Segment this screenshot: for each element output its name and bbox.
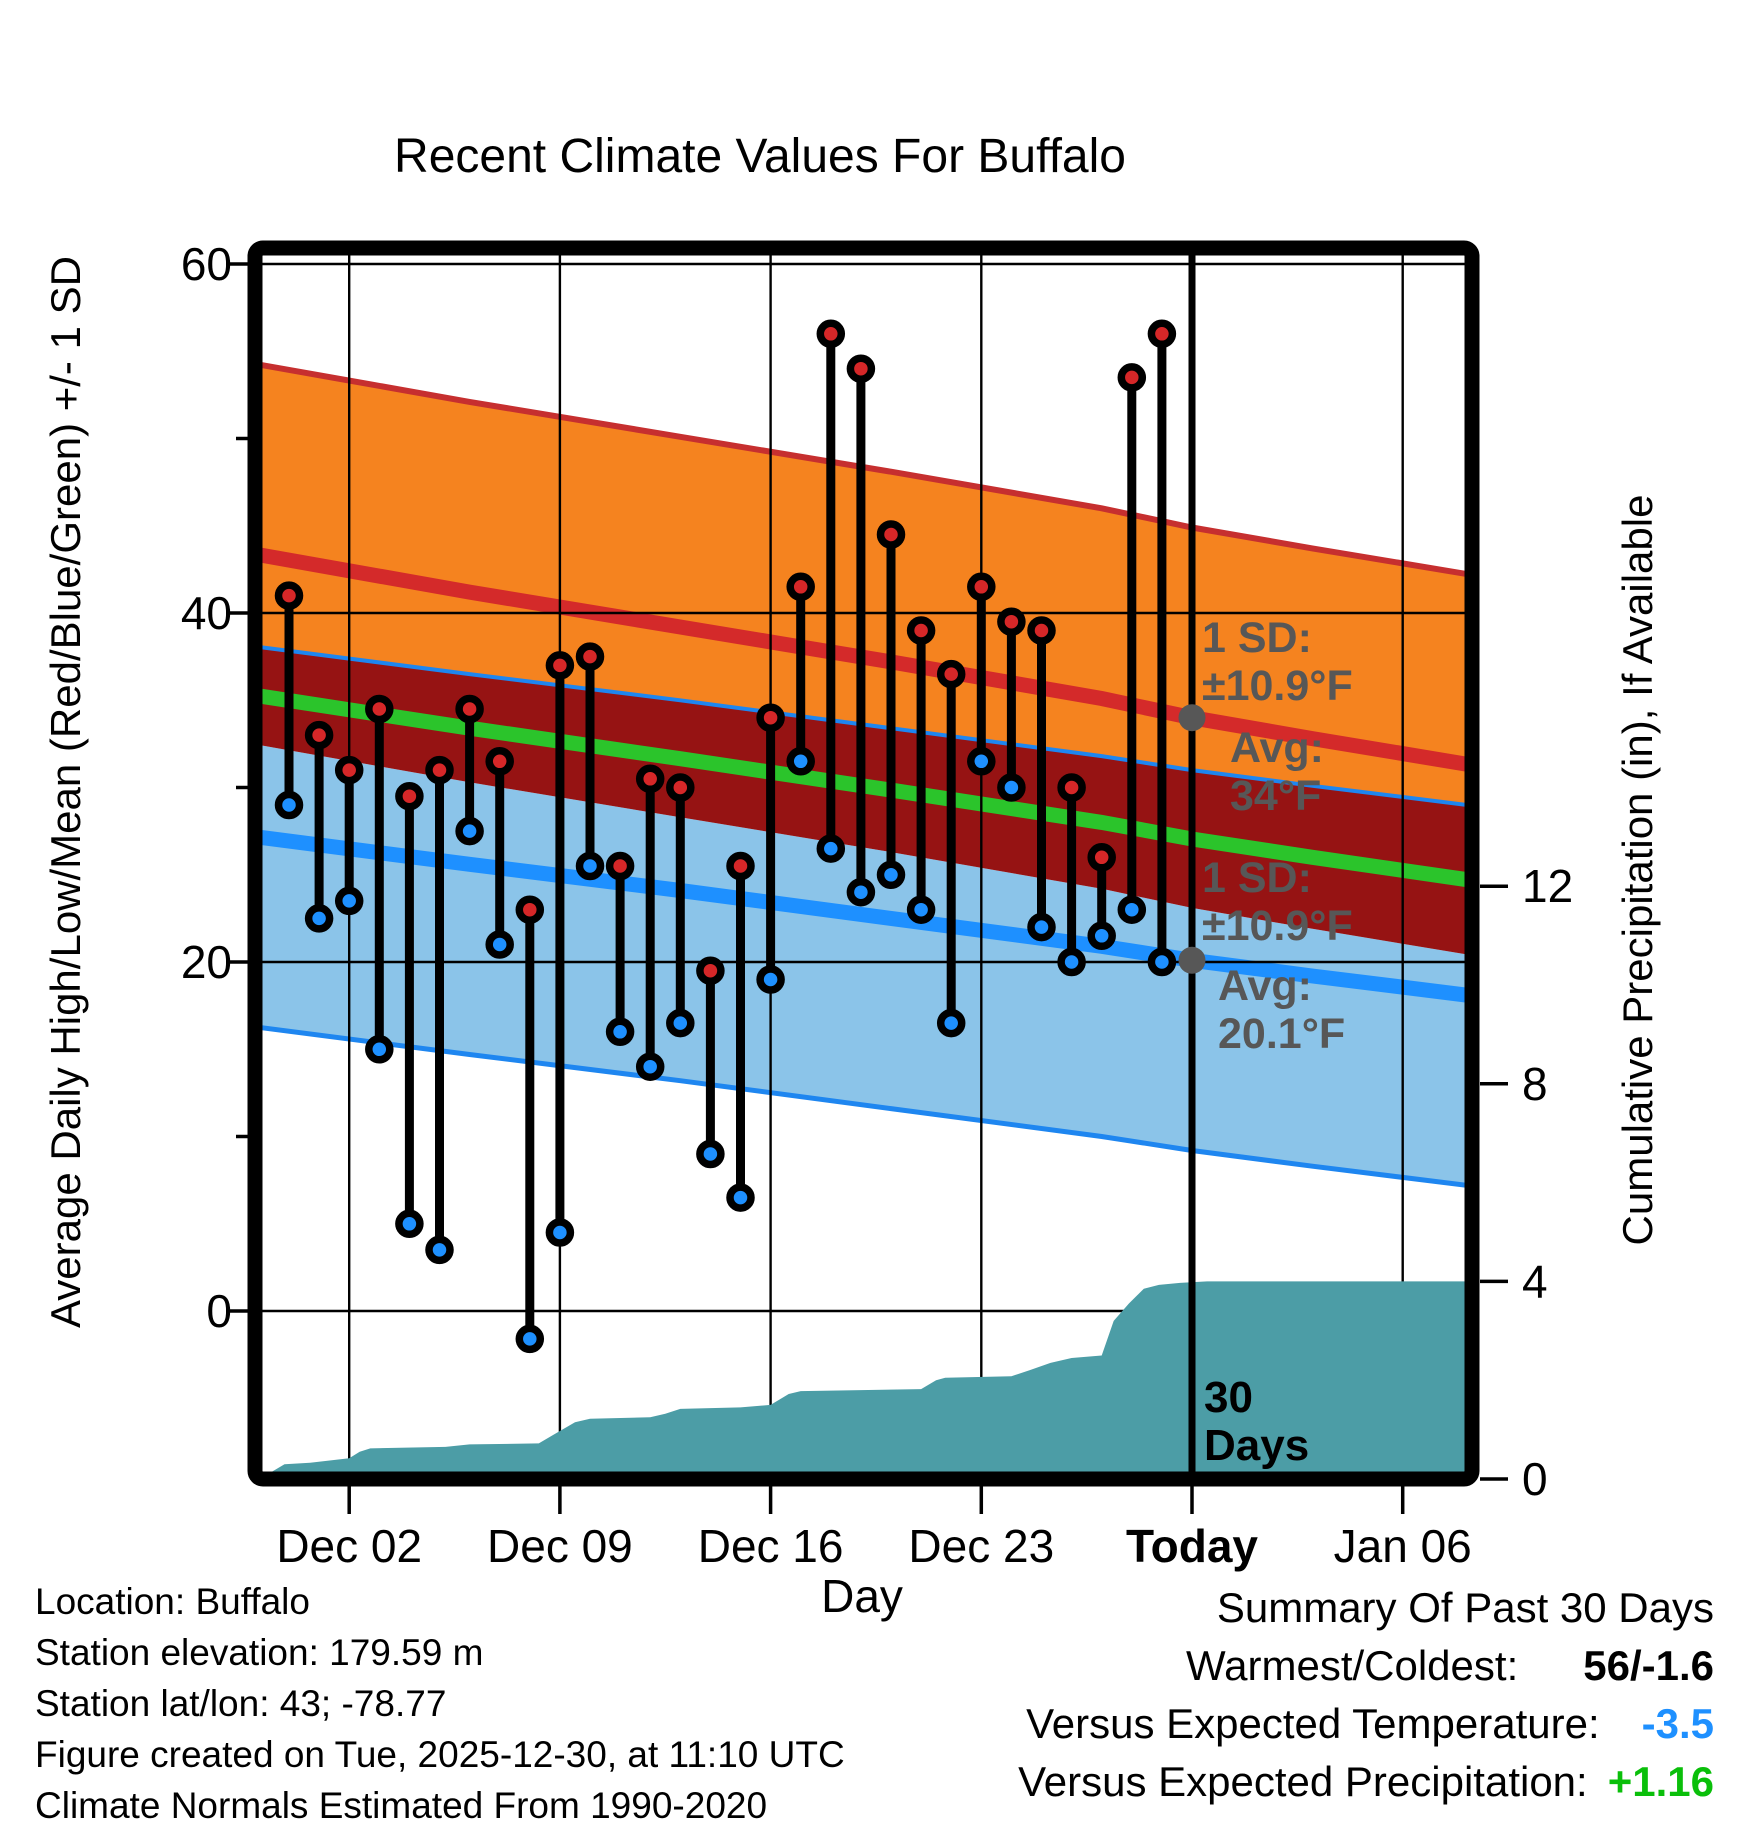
annotation-low-sd-2: ±10.9°F — [1202, 902, 1353, 950]
low-dot-Dec 07 — [489, 934, 510, 955]
low-dot-Dec 24 — [1001, 777, 1022, 798]
high-dot-Dec 23 — [971, 576, 992, 597]
low-dot-Dec 20 — [881, 864, 902, 885]
low-dot-Dec 19 — [850, 882, 871, 903]
station-info-line-1: Location: Buffalo — [35, 1581, 310, 1622]
low-dot-Nov 30 — [279, 795, 300, 816]
ytick-left-20: 20 — [180, 936, 232, 988]
high-dot-Dec 12 — [640, 768, 661, 789]
high-dot-Dec 10 — [580, 646, 601, 667]
station-info-line-5: Climate Normals Estimated From 1990-2020 — [35, 1785, 768, 1826]
high-dot-Dec 05 — [429, 760, 450, 781]
low-dot-Dec 06 — [459, 821, 480, 842]
low-dot-Dec 11 — [610, 1021, 631, 1042]
low-dot-Dec 25 — [1031, 917, 1052, 938]
summary-title: Summary Of Past 30 Days — [1216, 1584, 1714, 1631]
high-dot-Dec 11 — [610, 856, 631, 877]
summary-row-2: Versus Expected Temperature: -3.5 — [1026, 1700, 1714, 1747]
high-dot-Dec 26 — [1061, 777, 1082, 798]
xtick-Dec-09: Dec 09 — [487, 1520, 633, 1572]
y-axis-title-right: Cumulative Precipitation (in), If Available — [1614, 494, 1661, 1246]
x-axis-title: Day — [821, 1570, 903, 1622]
high-dot-Dec 03 — [369, 699, 390, 720]
high-dot-Dec 25 — [1031, 620, 1052, 641]
low-dot-Dec 09 — [549, 1222, 570, 1243]
high-dot-Dec 04 — [399, 786, 420, 807]
ytick-left-60: 60 — [180, 238, 232, 290]
ytick-right-0: 0 — [1522, 1453, 1548, 1505]
annotation-low-sd-1: 1 SD: — [1202, 854, 1312, 902]
ytick-right-4: 4 — [1522, 1255, 1548, 1308]
low-dot-Dec 12 — [640, 1056, 661, 1077]
high-dot-Dec 13 — [670, 777, 691, 798]
low-dot-Dec 17 — [790, 751, 811, 772]
station-info-line-2: Station elevation: 179.59 m — [35, 1632, 484, 1673]
high-dot-Dec 24 — [1001, 611, 1022, 632]
annotation-days: Days — [1204, 1421, 1310, 1470]
station-info-line-3: Station lat/lon: 43; -78.77 — [35, 1683, 447, 1724]
low-dot-Dec 21 — [911, 899, 932, 920]
low-dot-Dec 04 — [399, 1213, 420, 1234]
ytick-right-12: 12 — [1522, 860, 1574, 913]
annotation-high-sd-1: 1 SD: — [1202, 614, 1312, 662]
annotation-low-avg-2: 20.1°F — [1218, 1010, 1346, 1058]
annotation-high-avg-1: Avg: — [1230, 724, 1324, 772]
high-dot-Dec 08 — [519, 899, 540, 920]
low-dot-Dec 22 — [941, 1013, 962, 1034]
chart-title: Recent Climate Values For Buffalo — [394, 130, 1126, 183]
high-dot-Dec 06 — [459, 699, 480, 720]
low-dot-Dec 03 — [369, 1039, 390, 1060]
high-dot-Dec 18 — [820, 323, 841, 344]
annotation-30: 30 — [1204, 1373, 1253, 1422]
low-dot-Dec 05 — [429, 1239, 450, 1260]
y-axis-title-left: Average Daily High/Low/Mean (Red/Blue/Green) +/- 1 SD — [42, 256, 89, 1328]
high-dot-Dec 01 — [309, 725, 330, 746]
low-dot-Dec 16 — [760, 969, 781, 990]
annotation-high-avg-2: 34°F — [1230, 772, 1322, 820]
summary-row-3: Versus Expected Precipitation: +1.16 — [1018, 1758, 1714, 1805]
annotation-low-avg-1: Avg: — [1218, 962, 1312, 1010]
low-dot-Dec 10 — [580, 856, 601, 877]
low-dot-Dec 28 — [1121, 899, 1142, 920]
low-dot-Dec 13 — [670, 1013, 691, 1034]
high-dot-Dec 21 — [911, 620, 932, 641]
high-dot-Dec 22 — [941, 664, 962, 685]
low-dot-Dec 29 — [1151, 952, 1172, 973]
summary-row-1: Warmest/Coldest: 56/-1.6 — [1186, 1642, 1714, 1689]
ytick-right-8: 8 — [1522, 1057, 1548, 1110]
low-dot-Dec 27 — [1091, 925, 1112, 946]
low-dot-Dec 02 — [339, 890, 360, 911]
xtick-Dec-16: Dec 16 — [697, 1520, 844, 1572]
low-dot-Dec 15 — [730, 1187, 751, 1208]
high-dot-Dec 28 — [1121, 367, 1142, 388]
low-dot-Dec 01 — [309, 908, 330, 929]
xtick-Jan-06: Jan 06 — [1333, 1520, 1472, 1572]
xtick-Dec-02: Dec 02 — [276, 1520, 423, 1572]
high-dot-Dec 19 — [850, 358, 871, 379]
high-dot-Nov 30 — [279, 585, 300, 606]
high-dot-Dec 15 — [730, 856, 751, 877]
low-dot-Dec 14 — [700, 1144, 721, 1165]
xtick-Dec-23: Dec 23 — [908, 1520, 1055, 1572]
high-dot-Dec 17 — [790, 576, 811, 597]
annotation-high-sd-2: ±10.9°F — [1202, 662, 1353, 710]
low-dot-Dec 23 — [971, 751, 992, 772]
high-dot-Dec 09 — [549, 655, 570, 676]
ytick-left-40: 40 — [180, 587, 232, 639]
ytick-left-0: 0 — [206, 1285, 232, 1337]
low-dot-Dec 18 — [820, 838, 841, 859]
low-dot-Dec 08 — [519, 1328, 540, 1349]
high-dot-Dec 16 — [760, 707, 781, 728]
station-info-line-4: Figure created on Tue, 2025-12-30, at 11:10 UTC — [35, 1734, 845, 1775]
high-dot-Dec 02 — [339, 760, 360, 781]
high-dot-Dec 14 — [700, 960, 721, 981]
high-dot-Dec 29 — [1151, 323, 1172, 344]
high-dot-Dec 27 — [1091, 847, 1112, 868]
high-dot-Dec 20 — [881, 524, 902, 545]
low-dot-Dec 26 — [1061, 952, 1082, 973]
high-dot-Dec 07 — [489, 751, 510, 772]
xtick-Today: Today — [1125, 1520, 1259, 1572]
avg-low-marker — [1179, 947, 1206, 974]
